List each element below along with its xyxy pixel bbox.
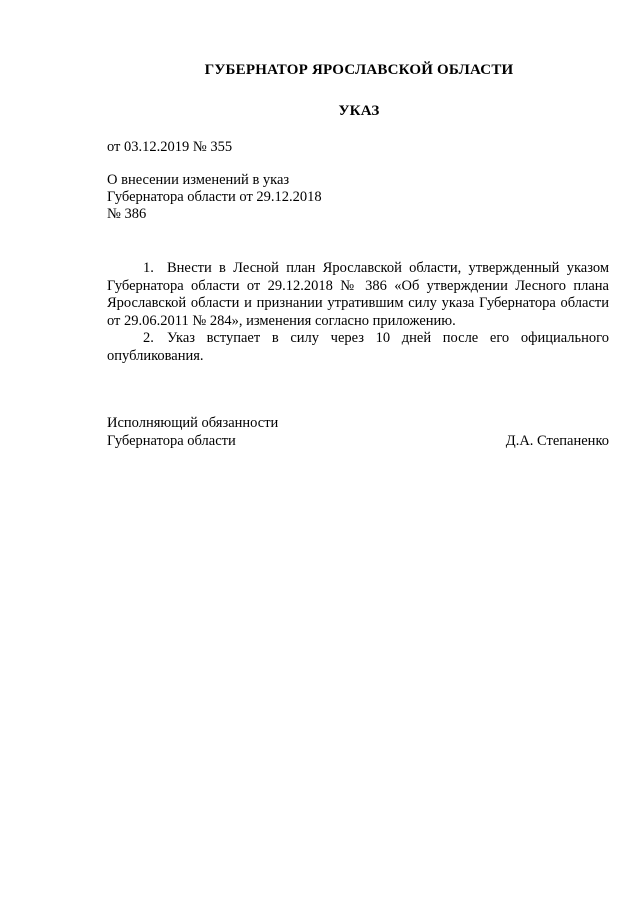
subject-line-2: Губернатора области от 29.12.2018 xyxy=(107,189,322,205)
signatory-name: Д.А. Степаненко xyxy=(505,433,609,449)
subject-line-1: О внесении изменений в указ xyxy=(107,172,290,188)
document-body xyxy=(107,260,609,365)
signatory-position-line-1: Исполняющий обязанности xyxy=(107,415,279,431)
body-item-1 xyxy=(107,260,609,330)
body-item-1-number: 1. xyxy=(143,260,154,276)
signature-block xyxy=(107,414,609,450)
document-subject xyxy=(107,172,367,223)
subject-line-3: № 386 xyxy=(107,206,147,222)
signature-row xyxy=(107,432,609,450)
body-item-2-number: 2. xyxy=(143,330,154,346)
document-type-heading: УКАЗ xyxy=(338,103,380,119)
body-item-2-text: Указ вступает в силу через 10 дней после его официального опубликования. xyxy=(107,330,609,364)
document-date-number: от 03.12.2019 № 355 xyxy=(107,139,233,155)
signatory-position-line-2: Губернатора области xyxy=(107,433,236,449)
issuing-authority-heading: ГУБЕРНАТОР ЯРОСЛАВСКОЙ ОБЛАСТИ xyxy=(204,62,514,78)
body-item-2 xyxy=(107,330,609,365)
body-item-1-text: Внести в Лесной план Ярославской области, утвержденный указом Губернатора области от 29.12.2018 № 386 «Об утверждении Лесного плана Ярославской области и признании утратившим силу указа Губернатора области от 29.06.2011 № 284», изменения согласно приложению. xyxy=(107,260,609,329)
